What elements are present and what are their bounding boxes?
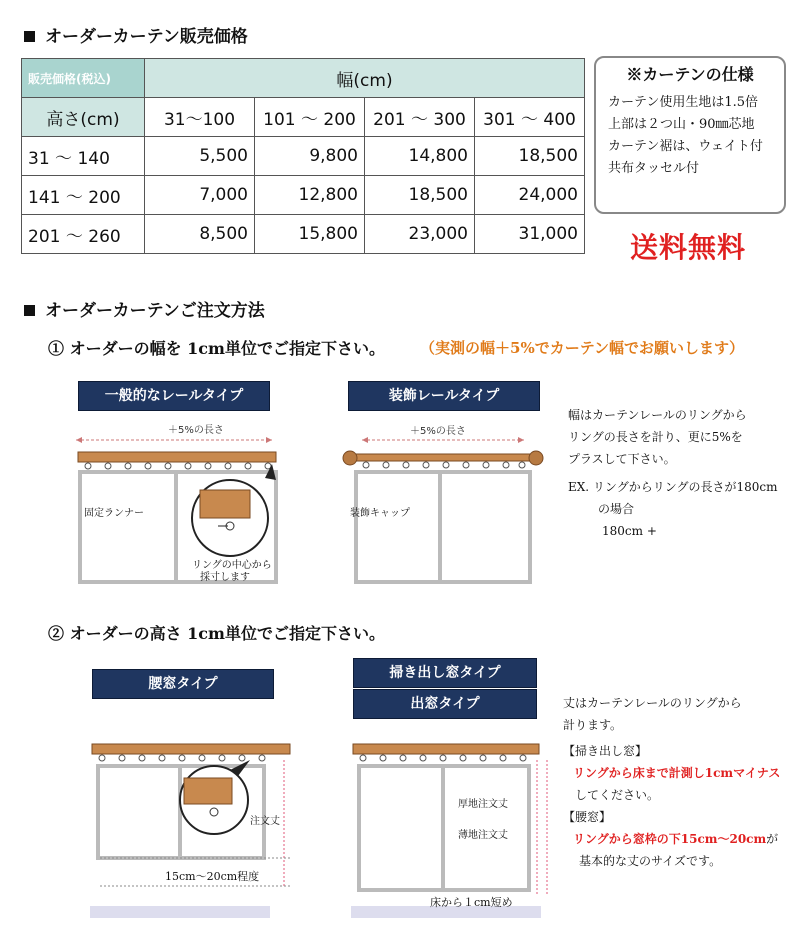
height-range: 201 〜 260 [22,215,145,254]
width-note-ex: EX. リングからリングの長さが180cm [568,480,778,494]
width-note [568,404,777,542]
price-cell: 18,500 [365,176,475,215]
section2-title: オーダーカーテンご注文方法 [24,296,265,321]
spec-line: 共布タッセル付 [608,161,700,176]
waist-note-red-tail: が [766,832,779,846]
corner-label: 販売価格(税込) [22,59,145,98]
price-cell: 23,000 [365,215,475,254]
price-cell: 14,800 [365,137,475,176]
waist-label: 腰窓タイプ [92,669,274,699]
floor-label: 床から１cm短め [430,896,513,909]
height-header: 高さ(cm) [22,98,145,137]
waist-range-label: 15cm〜20cm程度 [165,870,260,883]
width-range: 101 〜 200 [255,98,365,137]
width-range: 201 〜 300 [365,98,475,137]
width-header: 幅(cm) [145,59,585,98]
ring-note-2: 採寸します [200,572,250,583]
deco-width-label: ＋5%の長さ [410,426,466,437]
price-table [21,58,585,254]
price-cell: 7,000 [145,176,255,215]
spec-line: カーテン使用生地は1.5倍 [608,95,759,110]
height-note-line: 計ります。 [563,718,623,732]
width-note-ex: の場合 [598,502,635,516]
ring-note-1: リングの中心から [192,560,272,571]
deco-rail-diagram [336,418,551,588]
width-note-line: プラスして下さい。 [568,452,676,466]
price-cell: 8,500 [145,215,255,254]
waist-window-diagram [80,740,300,920]
table-row [22,176,585,215]
price-cell: 31,000 [475,215,585,254]
waist-length-label: 注文丈 [250,816,280,827]
general-width-label: ＋5%の長さ [168,425,224,436]
free-shipping: 送料無料 [630,231,747,264]
sweep-note-head: 【掃き出し窓】 [563,744,648,758]
width-note-ex: 180cm + [602,524,657,538]
rail-deco-label: 装飾レールタイプ [348,381,540,411]
height-range: 31 〜 140 [22,137,145,176]
height-range: 141 〜 200 [22,176,145,215]
square-bullet-icon [24,305,35,316]
sweep-note-tail: してください。 [575,788,660,802]
price-cell: 12,800 [255,176,365,215]
width-range: 301 〜 400 [475,98,585,137]
waist-note-head: 【腰窓】 [563,810,612,824]
step1-text: ① オーダーの幅を 1cm単位でご指定下さい。 [48,339,385,358]
width-range: 31〜100 [145,98,255,137]
price-cell: 9,800 [255,137,365,176]
rail-general-label: 一般的なレールタイプ [78,381,270,411]
height-note [563,692,780,872]
price-cell: 15,800 [255,215,365,254]
thin-length-label: 薄地注文丈 [458,830,508,841]
step1-note: （実測の幅＋5%でカーテン幅でお願いします） [420,339,744,357]
spec-title: ※カーテンの仕様 [626,65,754,84]
price-cell: 5,500 [145,137,255,176]
thick-length-label: 厚地注文丈 [458,799,508,810]
table-row [22,137,585,176]
width-note-line: 幅はカーテンレールのリングから [568,408,747,422]
step2-text: ② オーダーの高さ 1cm単位でご指定下さい。 [48,624,385,643]
price-cell: 24,000 [475,176,585,215]
waist-note-tail: 基本的な丈のサイズです。 [579,854,722,868]
spec-box [594,56,786,214]
height-note-line: 丈はカーテンレールのリングから [563,696,742,710]
waist-note-red: リングから窓枠の下15cm〜20cm [573,832,767,846]
spec-line: 上部は２つ山・90㎜芯地 [608,117,755,132]
square-bullet-icon [24,31,35,42]
width-note-line: リングの長さを計り、更に5%を [568,430,743,444]
sweep-note-red: リングから床まで計測し1cmマイナス [573,766,781,780]
sweep-label: 掃き出し窓タイプ [353,658,537,688]
cap-label: 装飾キャップ [350,508,410,519]
bay-window-diagram [345,740,560,920]
bay-label: 出窓タイプ [353,689,537,719]
spec-line: カーテン裾は、ウェイト付 [608,139,763,154]
price-cell: 18,500 [475,137,585,176]
runner-label: 固定ランナー [84,508,144,519]
section1-title: オーダーカーテン販売価格 [24,22,248,47]
table-row [22,215,585,254]
